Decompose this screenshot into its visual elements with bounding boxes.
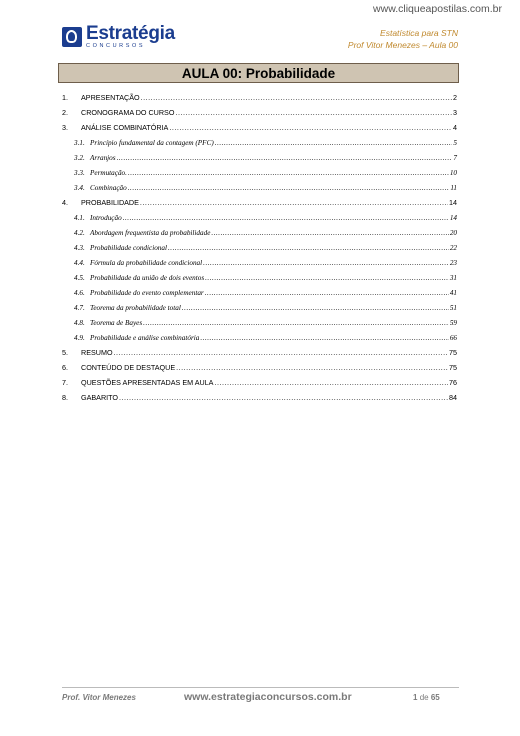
toc-entry-label: Introdução xyxy=(90,214,122,222)
toc-leader-dots xyxy=(182,304,449,312)
toc-entry-page: 51 xyxy=(449,304,457,312)
site-url: www.cliqueapostilas.com.br xyxy=(373,3,502,15)
toc-entry-number: 4.1. xyxy=(74,214,85,222)
toc-entry[interactable] xyxy=(62,267,457,282)
toc-entry-page: 4 xyxy=(453,123,457,132)
toc-entry[interactable] xyxy=(62,117,457,132)
toc-entry-label: Teorema de Bayes xyxy=(90,319,143,327)
toc-leader-dots xyxy=(211,229,448,237)
toc-entry-label: CONTEÚDO DE DESTAQUE xyxy=(81,363,176,372)
toc-entry-page: 3 xyxy=(453,108,457,117)
toc-entry-label: Combinação xyxy=(90,184,127,192)
toc-leader-dots xyxy=(114,348,448,357)
toc-entry-page: 59 xyxy=(449,319,457,327)
lesson-title-bar xyxy=(58,63,459,83)
toc-entry-number: 4.7. xyxy=(74,304,85,312)
toc-entry[interactable] xyxy=(62,132,457,147)
toc-entry-label: Probabilidade e análise combinatória xyxy=(90,334,200,342)
professor-lesson: Prof Vitor Menezes – Aula 00 xyxy=(347,40,458,50)
toc-entry-number: 4.2. xyxy=(74,229,85,237)
toc-entry-page: 41 xyxy=(449,289,457,297)
page-of: de xyxy=(419,693,429,702)
toc-entry-page: 22 xyxy=(449,244,457,252)
toc-leader-dots xyxy=(205,289,449,297)
toc-entry-label: Fórmula da probabilidade condicional xyxy=(90,259,203,267)
toc-entry-page: 11 xyxy=(450,184,457,192)
toc-leader-dots xyxy=(175,108,452,117)
logo-shield-icon xyxy=(62,27,82,47)
toc-entry-label: QUESTÕES APRESENTADAS EM AULA xyxy=(81,378,214,387)
toc-entry-page: 76 xyxy=(449,378,457,387)
toc-entry-number: 6. xyxy=(62,363,68,372)
toc-entry-label: PROBABILIDADE xyxy=(81,198,139,207)
toc-entry[interactable] xyxy=(62,297,457,312)
toc-leader-dots xyxy=(128,184,450,192)
toc-entry-label: Abordagem frequentista da probabilidade xyxy=(90,229,211,237)
course-header xyxy=(348,27,458,51)
toc-entry-label: Probabilidade do evento complementar xyxy=(90,289,204,297)
toc-entry-label: GABARITO xyxy=(81,393,119,402)
toc-leader-dots xyxy=(123,214,449,222)
toc-entry[interactable] xyxy=(62,357,457,372)
toc-leader-dots xyxy=(214,378,448,387)
toc-entry-page: 66 xyxy=(449,334,457,342)
toc-entry-page: 7 xyxy=(453,154,457,162)
toc-leader-dots xyxy=(203,259,449,267)
toc-entry-number: 4.8. xyxy=(74,319,85,327)
toc-entry-page: 75 xyxy=(449,363,457,372)
toc-entry-label: APRESENTAÇÃO xyxy=(81,93,140,102)
toc-entry-label: RESUMO xyxy=(81,348,113,357)
toc-entry-page: 84 xyxy=(449,393,457,402)
lesson-title: AULA 00: Probabilidade xyxy=(181,65,336,81)
toc-entry-number: 3.2. xyxy=(74,154,85,162)
toc-leader-dots xyxy=(205,274,449,282)
toc-entry-page: 10 xyxy=(449,169,457,177)
toc-entry-number: 4.6. xyxy=(74,289,85,297)
logo-wordmark: Estratégia xyxy=(86,23,175,44)
toc-entry-number: 8. xyxy=(62,393,68,402)
toc-entry-number: 1. xyxy=(62,93,68,102)
toc-leader-dots xyxy=(215,139,453,147)
toc-entry-page: 14 xyxy=(449,198,457,207)
toc-entry-number: 3. xyxy=(62,123,68,132)
toc-entry-label: Teorema da probabilidade total xyxy=(90,304,181,312)
toc-entry-number: 4.4. xyxy=(74,259,85,267)
toc-entry-label: Probabilidade condicional xyxy=(90,244,167,252)
toc-leader-dots xyxy=(143,319,449,327)
toc-entry[interactable] xyxy=(62,102,457,117)
toc-entry[interactable] xyxy=(62,147,457,162)
toc-entry-number: 7. xyxy=(62,378,68,387)
toc-entry-page: 2 xyxy=(453,93,457,102)
toc-entry[interactable] xyxy=(62,192,457,207)
toc-entry[interactable] xyxy=(62,312,457,327)
toc-leader-dots xyxy=(140,198,448,207)
toc-entry-label: ANÁLISE COMBINATÓRIA xyxy=(81,123,169,132)
toc-entry-label: CRONOGRAMA DO CURSO xyxy=(81,108,175,117)
toc-entry-page: 75 xyxy=(449,348,457,357)
toc-leader-dots xyxy=(141,93,452,102)
toc-entry-number: 4.3. xyxy=(74,244,85,252)
toc-leader-dots xyxy=(168,244,449,252)
toc-entry[interactable] xyxy=(62,252,457,267)
toc-entry[interactable] xyxy=(62,342,457,357)
toc-entry-label: Permutação. xyxy=(90,169,127,177)
toc-entry-number: 4.5. xyxy=(74,274,85,282)
toc-entry[interactable] xyxy=(62,162,457,177)
estrategia-logo xyxy=(62,24,175,50)
toc-entry-number: 3.4. xyxy=(74,184,85,192)
toc-entry[interactable] xyxy=(62,282,457,297)
course-name: Estatística para STN xyxy=(380,28,458,38)
footer-site: www.estrategiaconcursos.com.br xyxy=(184,691,352,703)
toc-leader-dots xyxy=(119,393,448,402)
page-number xyxy=(413,693,440,702)
toc-entry[interactable] xyxy=(62,207,457,222)
toc-entry[interactable] xyxy=(62,372,457,387)
table-of-contents xyxy=(62,87,457,402)
toc-entry-label: Probabilidade da união de dois eventos xyxy=(90,274,205,282)
logo-subtitle: CONCURSOS xyxy=(86,43,146,49)
toc-leader-dots xyxy=(169,123,452,132)
toc-entry-label: Arranjos xyxy=(90,154,116,162)
footer-divider xyxy=(62,687,459,688)
toc-entry[interactable] xyxy=(62,387,457,402)
toc-entry-page: 14 xyxy=(449,214,457,222)
toc-entry[interactable] xyxy=(62,327,457,342)
toc-leader-dots xyxy=(200,334,448,342)
toc-entry-number: 4.9. xyxy=(74,334,85,342)
toc-entry-page: 23 xyxy=(449,259,457,267)
toc-entry-label: Princípio fundamental da contagem (PFC) xyxy=(90,139,214,147)
toc-entry-number: 5. xyxy=(62,348,68,357)
toc-entry[interactable] xyxy=(62,87,457,102)
toc-entry[interactable] xyxy=(62,237,457,252)
footer-author: Prof. Vitor Menezes xyxy=(62,693,136,702)
page-total: 65 xyxy=(430,693,440,702)
page-current: 1 xyxy=(413,693,418,702)
toc-entry-number: 4. xyxy=(62,198,68,207)
toc-entry-page: 5 xyxy=(453,139,457,147)
toc-leader-dots xyxy=(176,363,448,372)
toc-entry[interactable] xyxy=(62,177,457,192)
toc-entry[interactable] xyxy=(62,222,457,237)
toc-entry-page: 20 xyxy=(449,229,457,237)
toc-entry-page: 31 xyxy=(449,274,457,282)
toc-entry-number: 3.1. xyxy=(74,139,85,147)
toc-entry-number: 2. xyxy=(62,108,68,117)
toc-leader-dots xyxy=(128,169,449,177)
toc-entry-number: 3.3. xyxy=(74,169,85,177)
toc-leader-dots xyxy=(117,154,453,162)
